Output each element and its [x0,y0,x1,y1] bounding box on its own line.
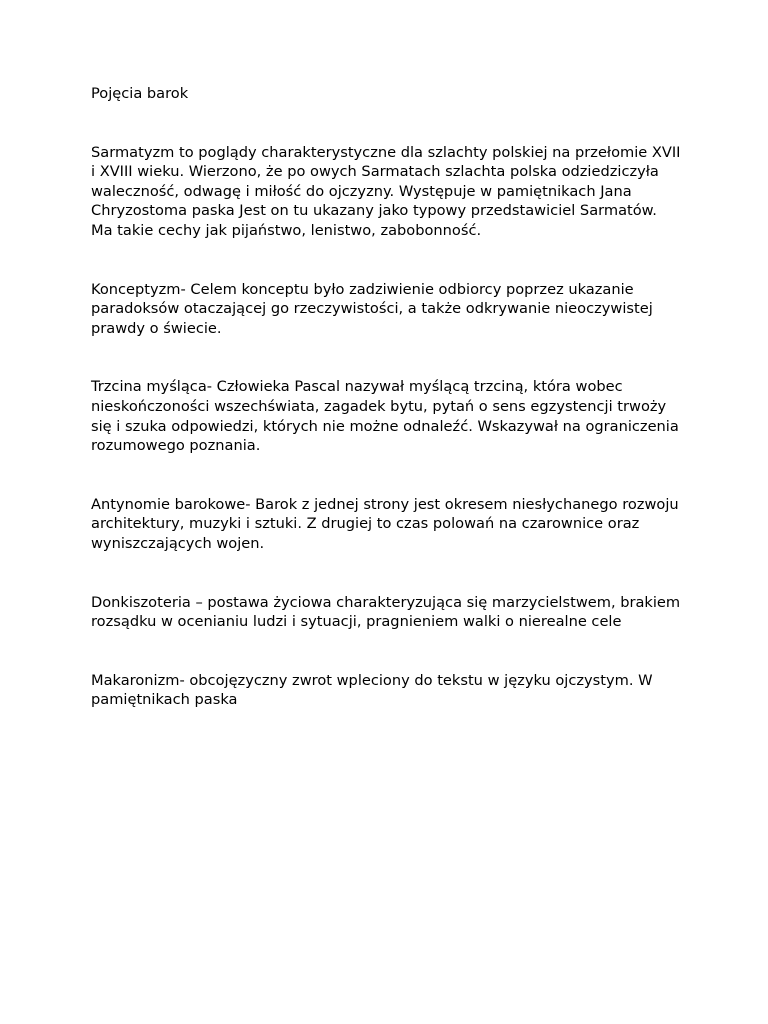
paragraph-antynomie-barokowe: Antynomie barokowe- Barok z jednej strony jest okresem niesłychanego rozwoju architektury, muzyki i sztuki. Z drugiej to czas polowań na czarownice oraz wyniszczających wojen. [91,495,679,552]
paragraph-donkiszoteria: Donkiszoteria – postawa życiowa charakteryzująca się marzycielstwem, brakiem rozsądku w ocenianiu ludzi i sytuacji, pragnieniem walki o nierealne cele [91,593,681,631]
paragraph-makaronizm: Makaronizm- obcojęzyczny zwrot wpleciony do tekstu w języku ojczystym. W pamiętnikach paska [91,671,653,709]
document-body [91,84,681,710]
document-title: Pojęcia barok [91,85,189,102]
paragraph-trzcina-myslaca: Trzcina myśląca- Człowieka Pascal nazywał myślącą trzciną, która wobec nieskończoności wszechświata, zagadek bytu, pytań o sens egzystencji trwoży się i szuka odpowiedzi, których nie możne odnaleźć. Wskazywał na ograniczenia rozumowego poznania. [91,378,679,455]
paragraph-konceptyzm: Konceptyzm- Celem konceptu było zadziwienie odbiorcy poprzez ukazanie paradoksów otaczającej go rzeczywistości, a także odkrywanie nieoczywistej prawdy o świecie. [91,280,653,337]
paragraph-sarmatyzm: Sarmatyzm to poglądy charakterystyczne dla szlachty polskiej na przełomie XVII i XVIII wieku. Wierzono, że po owych Sarmatach szlachta polska odziedziczyła waleczność, odwagę i miłość do ojczyzny. Występuje w pamiętnikach Jana Chryzostoma paska Jest on tu ukazany jako typowy przedstawiciel Sarmatów. Ma takie cechy jak pijaństwo, lenistwo, zabobonność. [91,143,681,239]
